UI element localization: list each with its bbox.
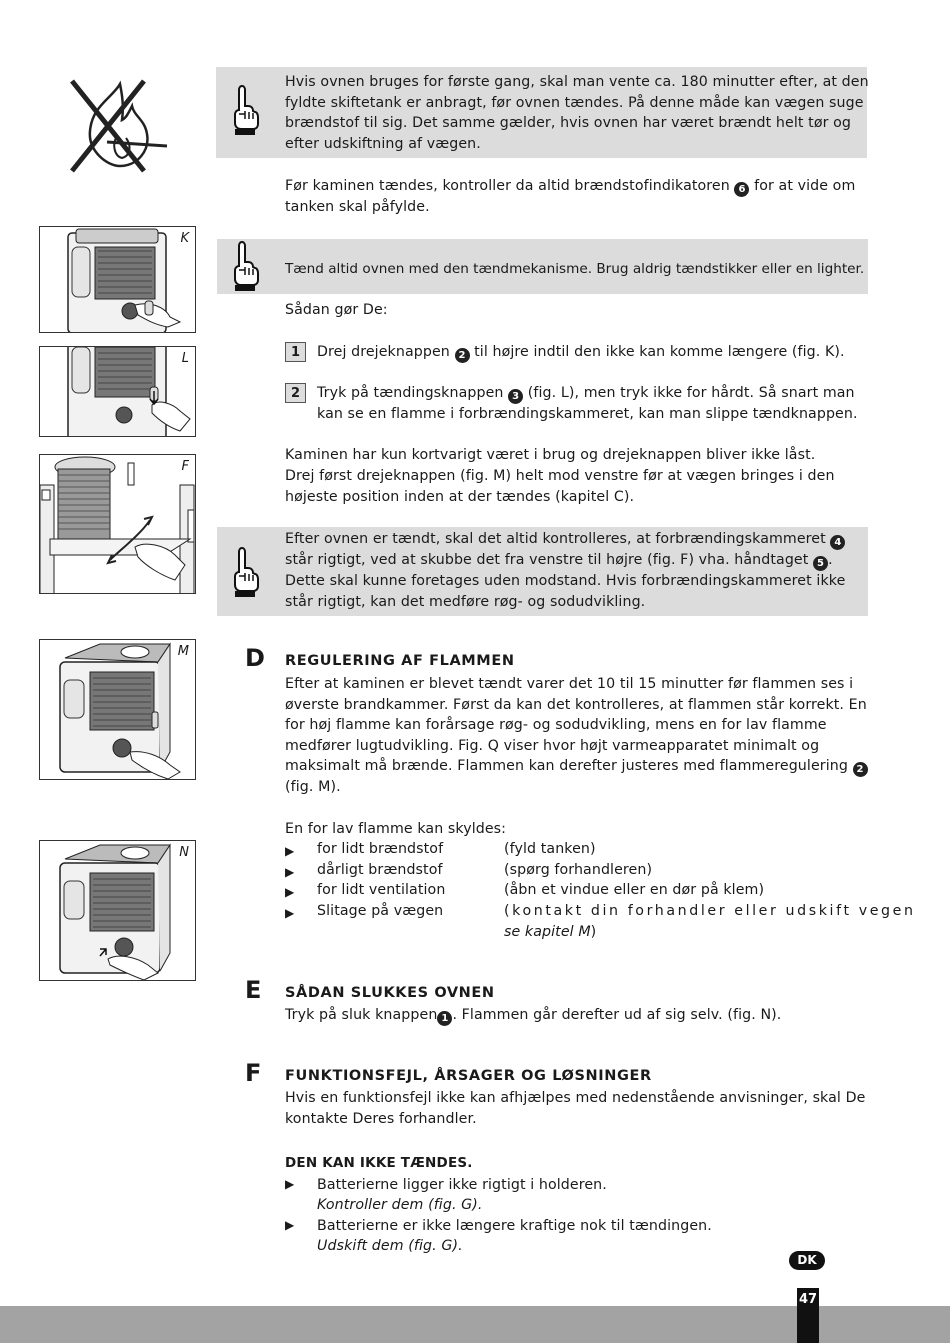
heater-illustration-f — [40, 455, 195, 593]
fuel-indicator-text-b: for at vide om tanken skal påfylde. — [285, 178, 856, 215]
section-d-title: REGULERING AF FLAMMEN — [285, 653, 515, 669]
ref-circle-3: 3 — [508, 389, 523, 404]
cause-fix-continued — [504, 922, 596, 943]
cause-fix-chapter: se kapitel M — [504, 924, 591, 940]
low-flame-intro: En for lav flamme kan skyldes: — [285, 821, 507, 837]
section-d-body-a: Efter at kaminen er blevet tændt varer det 10 til 15 minutter før flammen ses i øverste brandkammer. Først da kan det kontrolleres, at flammen står korrekt. En for høj flamme kan forårsage røg- og sodudvikling, mens en for lav flamme medfører lugtudvikling. Fig. Q viser hvor højt varmeapparatet minimalt og maksimalt må brænde. Flammen kan derefter justeres med flammeregulering — [285, 676, 867, 775]
figure-k — [39, 226, 196, 333]
short-use-line-1: Kaminen har kun kortvarigt været i brug og drejeknappen bliver ikke låst. — [285, 447, 816, 463]
bullet-arrow-icon: ▶ — [285, 885, 295, 899]
problem-text: Batterierne er ikke længere kraftige nok til tændingen. — [317, 1218, 712, 1234]
ref-circle-1: 1 — [437, 1011, 452, 1026]
step-2-text-b: (fig. L), men tryk ikke for hårdt. Så snart man kan se en flamme i forbrændingskammeret, kan man slippe tændknappen. — [317, 385, 858, 422]
problem-text: Batterierne ligger ikke rigtigt i holderen. — [317, 1177, 607, 1193]
section-e-title: SÅDAN SLUKKES OVNEN — [285, 985, 495, 1001]
section-e-letter: E — [245, 976, 262, 1004]
section-d-body — [285, 674, 869, 798]
section-d-body-b: (fig. M). — [285, 779, 341, 796]
figure-m-label: M — [177, 644, 189, 659]
section-d-letter: D — [245, 644, 265, 672]
fuel-indicator-text — [285, 176, 869, 218]
pointing-hand-icon — [230, 84, 260, 136]
ref-circle-2-flame: 2 — [853, 762, 868, 777]
note-combustion-chamber-text: Efter ovnen er tændt, skal det altid kontrolleres, at forbrændingskammeret 4 står rigtigt, ved at skubbe det fra venstre til højre (fig. F) vha. håndtaget 5 . Dette skal kunne foretages uden modstand. Hvis forbrændingskammeret ikke står rigtigt, kan det medføre røg- og sodudvikling. — [285, 531, 846, 610]
step-number-1: 1 — [285, 342, 306, 362]
note3-text-b: står rigtigt, ved at skubbe det fra venstre til højre (fig. F) vha. håndtaget — [285, 552, 809, 568]
step-1-text-a: Drej drejeknappen — [317, 344, 450, 360]
heater-illustration-l — [40, 347, 195, 436]
section-f-subheading: DEN KAN IKKE TÆNDES. — [285, 1155, 473, 1171]
note3-text-a: Efter ovnen er tændt, skal det altid kontrolleres, at forbrændingskammeret — [285, 531, 826, 547]
ref-circle-6: 6 — [734, 182, 749, 197]
step-1-text-b: til højre indtil den ikke kan komme længere (fig. K). — [474, 344, 845, 360]
figure-n — [39, 840, 196, 981]
section-e-body-a: Tryk på sluk knappen — [285, 1007, 438, 1023]
cause-fix-close: ) — [590, 924, 597, 940]
how-to-text: Sådan gør De: — [285, 302, 388, 318]
heater-illustration-n — [40, 841, 195, 980]
bullet-arrow-icon: ▶ — [285, 844, 295, 858]
section-f-title: FUNKTIONSFEJL, ÅRSAGER OG LØSNINGER — [285, 1068, 652, 1084]
fuel-indicator-text-a: Før kaminen tændes, kontroller da altid brændstofindikatoren — [285, 178, 730, 194]
figure-f — [39, 454, 196, 594]
page-number: 47 — [797, 1288, 819, 1343]
bullet-arrow-icon: ▶ — [285, 906, 295, 920]
bullet-arrow-icon: ▶ — [285, 1177, 295, 1191]
bullet-arrow-icon: ▶ — [285, 865, 295, 879]
ref-circle-2: 2 — [455, 348, 470, 363]
section-f-letter: F — [245, 1059, 262, 1087]
section-e-body — [285, 1005, 869, 1026]
ref-circle-4: 4 — [830, 535, 845, 550]
cause-label: for lidt brændstof — [317, 841, 444, 857]
section-f-body: Hvis en funktionsfejl ikke kan afhjælpes med nedenstående anvisninger, skal De kontakte Deres forhandler. — [285, 1090, 866, 1127]
figure-f-label: F — [181, 459, 189, 474]
figure-m — [39, 639, 196, 780]
step-1-text — [317, 342, 869, 363]
pointing-hand-icon — [230, 240, 260, 292]
cause-fix: (kontakt din forhandler eller udskift vegen — [504, 903, 916, 919]
cause-fix: (åbn et vindue eller en dør på klem) — [504, 882, 765, 898]
cause-label: for lidt ventilation — [317, 882, 446, 898]
note3-text-c: Dette skal kunne foretages uden modstand. Hvis forbrændingskammeret ikke står rigtigt, kan det medføre røg- og sodudvikling. — [285, 573, 846, 610]
no-open-flame-icon — [62, 76, 172, 176]
figure-l-label: L — [181, 351, 189, 366]
cause-fix: (fyld tanken) — [504, 841, 596, 857]
figure-n-label: N — [179, 845, 189, 860]
note-first-use-text: Hvis ovnen bruges for første gang, skal man vente ca. 180 minutter efter, at den fyldte skiftetank er anbragt, før ovnen tændes. På denne måde kan vægen suge brændstof til sig. Det samme gælder, hvis ovnen har været brændt helt tør og efter udskiftning af vægen. — [285, 74, 869, 152]
bullet-arrow-icon: ▶ — [285, 1218, 295, 1232]
problem-hint: Kontroller dem (fig. G). — [317, 1197, 483, 1213]
step-number-2: 2 — [285, 383, 306, 403]
section-e-body-b: . Flammen går derefter ud af sig selv. (fig. N). — [452, 1007, 782, 1023]
step-2-text-a: Tryk på tændingsknappen — [317, 385, 504, 401]
note-ignition-text: Tænd altid ovnen med den tændmekanisme. Brug aldrig tændstikker eller en lighter. — [285, 261, 865, 277]
cause-fix: (spørg forhandleren) — [504, 862, 653, 878]
heater-illustration-m — [40, 640, 195, 779]
short-use-line-2: Drej først drejeknappen (fig. M) helt mod venstre før at vægen bringes i den højeste position inden at der tændes (kapitel C). — [285, 468, 835, 505]
heater-illustration-k — [40, 227, 195, 332]
figure-k-label: K — [180, 231, 189, 246]
cause-label: Slitage på vægen — [317, 903, 444, 919]
problem-hint: Udskift dem (fig. G). — [317, 1238, 463, 1254]
pointing-hand-icon — [230, 546, 260, 598]
figure-l — [39, 346, 196, 437]
ref-circle-5: 5 — [813, 556, 828, 571]
step-2-text — [317, 383, 869, 425]
language-badge: DK — [789, 1251, 825, 1270]
cause-label: dårligt brændstof — [317, 862, 443, 878]
